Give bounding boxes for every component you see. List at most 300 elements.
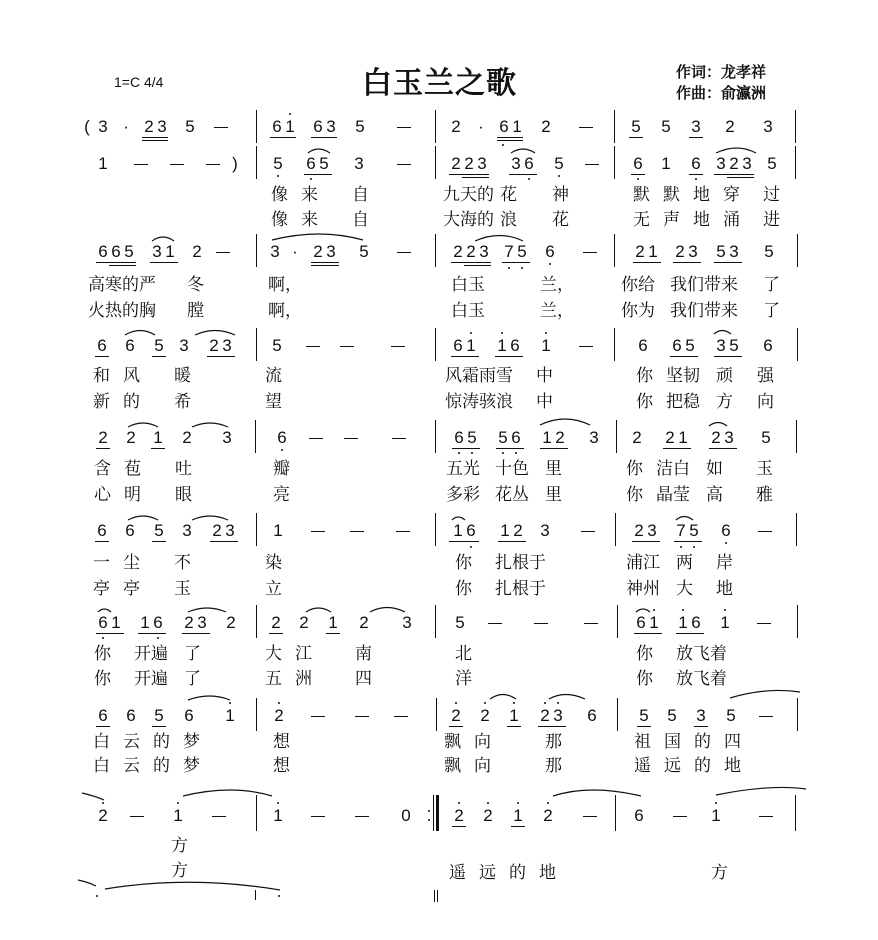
note: 1 xyxy=(720,613,730,632)
note: 1 xyxy=(509,706,519,725)
lyric: 像 xyxy=(271,210,288,230)
lyric: 强 xyxy=(757,366,774,386)
note: 3 xyxy=(647,521,657,540)
lyric: 尘 xyxy=(123,553,140,573)
note: 1 xyxy=(711,806,721,825)
note: 2 xyxy=(359,613,369,632)
note: 0 xyxy=(401,806,411,825)
note: 5 xyxy=(154,706,164,725)
augmentation-dot: · xyxy=(478,117,484,136)
note: 3 xyxy=(691,117,701,136)
note: 2 xyxy=(635,242,645,261)
lyric: 扎根于 xyxy=(495,579,546,599)
lyric: 十色 xyxy=(495,459,529,479)
lyricist-credit: 作词：龙孝祥 xyxy=(676,63,767,81)
lyric: 里 xyxy=(545,459,562,479)
note: 5 xyxy=(667,706,677,725)
lyric: 国 xyxy=(664,732,681,752)
lyric: 穿 xyxy=(723,185,740,205)
note: 6 xyxy=(313,117,323,136)
note: 2 xyxy=(725,117,735,136)
note: 3 xyxy=(179,336,189,355)
lyric: 神 xyxy=(552,185,569,205)
note: 5 xyxy=(685,336,695,355)
lyric: 把稳 xyxy=(666,392,700,412)
lyric: 地 xyxy=(724,756,741,776)
note: 1 xyxy=(285,117,295,136)
note: 2 xyxy=(665,428,675,447)
note: 5 xyxy=(359,242,369,261)
lyric: 白 xyxy=(93,756,110,776)
lyric: 你 xyxy=(455,579,472,599)
note: 5 xyxy=(185,117,195,136)
note: 2 xyxy=(98,428,108,447)
slur xyxy=(98,609,111,612)
lyric: 眼 xyxy=(175,485,192,505)
note: 6 xyxy=(545,242,555,261)
note: 2 xyxy=(451,706,461,725)
note: 2 xyxy=(464,154,474,173)
lyric: 兰， xyxy=(540,275,574,295)
lyric: 和 xyxy=(93,366,110,386)
slur xyxy=(511,149,535,153)
lyric: 梦 xyxy=(183,756,200,776)
note: 1 xyxy=(661,154,671,173)
note: 5 xyxy=(729,336,739,355)
note: 6 xyxy=(184,706,194,725)
note: 1 xyxy=(453,521,463,540)
note: 3 xyxy=(222,336,232,355)
note: 2 xyxy=(209,336,219,355)
note: 1 xyxy=(111,613,121,632)
lyric: 你为 xyxy=(621,301,655,321)
lyric: 云 xyxy=(123,756,140,776)
lyric: 声 xyxy=(663,210,680,230)
lyric: 立 xyxy=(265,579,282,599)
note: 1 xyxy=(153,428,163,447)
note: 1 xyxy=(497,336,507,355)
note: 2 xyxy=(192,242,202,261)
lyric: 不 xyxy=(174,553,191,573)
lyric: 开遍 xyxy=(134,669,168,689)
slur xyxy=(82,793,104,800)
slur xyxy=(540,419,590,425)
note: 6 xyxy=(98,706,108,725)
lyric: 的 xyxy=(153,732,170,752)
lyric: 地 xyxy=(539,863,556,883)
lyric: 我们带来 xyxy=(670,301,738,321)
lyric: 那 xyxy=(545,756,562,776)
note: 3 xyxy=(724,428,734,447)
lyric: 白玉 xyxy=(451,301,485,321)
note: 3 xyxy=(402,613,412,632)
lyric: 浦江 xyxy=(626,553,660,573)
note: 3 xyxy=(270,242,280,261)
slur xyxy=(105,882,280,890)
note: 5 xyxy=(689,521,699,540)
lyric: 岸 xyxy=(716,553,733,573)
slur xyxy=(78,880,96,886)
note: ) xyxy=(232,154,238,173)
lyric: 新 xyxy=(93,392,110,412)
lyric: 你 xyxy=(636,644,653,664)
note: 5 xyxy=(498,428,508,447)
lyric: 花 xyxy=(500,185,517,205)
lyric: 冬 xyxy=(187,275,204,295)
slur xyxy=(636,609,650,612)
note: 6 xyxy=(98,242,108,261)
slur xyxy=(549,695,585,700)
note: 5 xyxy=(517,242,527,261)
key-signature: 1=C 4/4 xyxy=(114,74,164,90)
lyric: 明 xyxy=(124,485,141,505)
note: 2 xyxy=(144,117,154,136)
note: 3 xyxy=(716,336,726,355)
note: 1 xyxy=(225,706,235,725)
note: 3 xyxy=(589,428,599,447)
lyric: 向 xyxy=(757,392,774,412)
note: 5 xyxy=(764,242,774,261)
lyric: 苞 xyxy=(124,459,141,479)
slur xyxy=(152,237,174,241)
note: 6 xyxy=(638,336,648,355)
lyric: 你 xyxy=(636,669,653,689)
note: 2 xyxy=(313,242,323,261)
note: 3 xyxy=(477,154,487,173)
note: 6 xyxy=(97,521,107,540)
lyric: 风 xyxy=(123,366,140,386)
note: 3 xyxy=(197,613,207,632)
note: 6 xyxy=(636,613,646,632)
note: 5 xyxy=(761,428,771,447)
note: 2 xyxy=(184,613,194,632)
note: 2 xyxy=(182,428,192,447)
slur xyxy=(192,516,228,520)
lyric: 远 xyxy=(479,863,496,883)
note: 2 xyxy=(540,706,550,725)
note: 1 xyxy=(466,336,476,355)
lyric: 放飞着 xyxy=(676,669,727,689)
note: 3 xyxy=(696,706,706,725)
lyric: 像 xyxy=(271,185,288,205)
note: 3 xyxy=(326,242,336,261)
lyric: 染 xyxy=(265,553,282,573)
note: 5 xyxy=(767,154,777,173)
note: 1 xyxy=(678,613,688,632)
lyric: 洁白 xyxy=(656,459,690,479)
note: 6 xyxy=(126,706,136,725)
note: 5 xyxy=(319,154,329,173)
lyric: 惊涛骇浪 xyxy=(445,392,513,412)
lyric: 你 xyxy=(94,644,111,664)
lyric: 开遍 xyxy=(134,644,168,664)
note: 5 xyxy=(273,154,283,173)
note: 6 xyxy=(587,706,597,725)
note: 6 xyxy=(691,613,701,632)
slur xyxy=(306,608,331,612)
lyric: 神州 xyxy=(626,579,660,599)
lyric: 了 xyxy=(184,669,201,689)
note: 6 xyxy=(721,521,731,540)
lyric: 向 xyxy=(474,732,491,752)
note: 2 xyxy=(299,613,309,632)
lyric: 地 xyxy=(716,579,733,599)
lyric: 洲 xyxy=(295,669,312,689)
lyric: 扎根于 xyxy=(495,553,546,573)
slur xyxy=(553,790,641,796)
lyric: 膛 xyxy=(187,301,204,321)
note: 3 xyxy=(225,521,235,540)
lyric: 遥 xyxy=(634,756,651,776)
note: 3 xyxy=(763,117,773,136)
note: 6 xyxy=(466,521,476,540)
lyric: 了 xyxy=(763,275,780,295)
lyric: 顽 xyxy=(716,366,733,386)
lyric: 玉 xyxy=(756,459,773,479)
lyric: 四 xyxy=(355,669,372,689)
slur xyxy=(475,236,523,242)
lyric: 四 xyxy=(724,732,741,752)
lyric: 江 xyxy=(295,644,312,664)
note: 6 xyxy=(272,117,282,136)
note: 1 xyxy=(678,428,688,447)
note: 2 xyxy=(212,521,222,540)
slur xyxy=(128,516,158,520)
note: 6 xyxy=(97,336,107,355)
lyric: 白 xyxy=(93,732,110,752)
note: 6 xyxy=(98,613,108,632)
note: 3 xyxy=(479,242,489,261)
note: 3 xyxy=(540,521,550,540)
note: 5 xyxy=(661,117,671,136)
lyric: 方 xyxy=(716,392,733,412)
note: 3 xyxy=(182,521,192,540)
lyric: 自 xyxy=(352,185,369,205)
slur xyxy=(716,148,756,153)
note: 2 xyxy=(480,706,490,725)
note: 2 xyxy=(271,613,281,632)
note: 2 xyxy=(126,428,136,447)
note: 1 xyxy=(648,242,658,261)
note: 1 xyxy=(500,521,510,540)
slur xyxy=(195,331,235,336)
note: 2 xyxy=(634,521,644,540)
note: 2 xyxy=(451,154,461,173)
note: 6 xyxy=(125,336,135,355)
note: 5 xyxy=(631,117,641,136)
lyric: 北 xyxy=(455,644,472,664)
lyric: 的 xyxy=(694,756,711,776)
note: 6 xyxy=(511,428,521,447)
lyric: 两 xyxy=(676,553,693,573)
slur xyxy=(188,608,226,612)
lyric: 南 xyxy=(355,644,372,664)
note: 5 xyxy=(154,521,164,540)
lyric: 心 xyxy=(94,485,111,505)
lyric: 来 xyxy=(301,185,318,205)
slur xyxy=(714,331,731,335)
note: 6 xyxy=(153,613,163,632)
lyric: 多彩 xyxy=(446,485,480,505)
lyric: 大 xyxy=(676,579,693,599)
lyric: 梦 xyxy=(183,732,200,752)
lyric: 高寒的严 xyxy=(88,275,156,295)
lyric: 方 xyxy=(711,863,728,883)
slur xyxy=(308,149,330,153)
slur xyxy=(452,517,465,520)
note: 2 xyxy=(274,706,284,725)
slur xyxy=(716,787,806,795)
lyric: 自 xyxy=(352,210,369,230)
note: 2 xyxy=(226,613,236,632)
lyric: 的 xyxy=(123,392,140,412)
lyric: 瓣 xyxy=(273,459,290,479)
lyric: 亭 xyxy=(93,579,110,599)
lyric: 想 xyxy=(273,756,290,776)
note: 5 xyxy=(455,613,465,632)
lyric: 祖 xyxy=(634,732,651,752)
lyric: 白玉 xyxy=(451,275,485,295)
note: 6 xyxy=(454,428,464,447)
lyric: 玉 xyxy=(174,579,191,599)
lyric: 想 xyxy=(273,732,290,752)
lyric: 飘 xyxy=(444,732,461,752)
lyric: 如 xyxy=(706,459,723,479)
slur xyxy=(370,608,405,613)
lyric: 地 xyxy=(693,185,710,205)
note: 5 xyxy=(467,428,477,447)
lyric: 那 xyxy=(545,732,562,752)
lyric: 的 xyxy=(153,756,170,776)
lyric: 五光 xyxy=(446,459,480,479)
lyric: 大海的 xyxy=(443,210,494,230)
note: 3 xyxy=(688,242,698,261)
lyric: 你 xyxy=(626,459,643,479)
lyric: 了 xyxy=(184,644,201,664)
slur xyxy=(730,690,800,698)
lyric: 流 xyxy=(265,366,282,386)
note: 5 xyxy=(716,242,726,261)
lyric: 坚韧 xyxy=(666,366,700,386)
lyric: 遥 xyxy=(449,863,466,883)
note: 6 xyxy=(763,336,773,355)
note: 2 xyxy=(466,242,476,261)
note: 1 xyxy=(649,613,659,632)
lyric: 高 xyxy=(706,485,723,505)
note: 1 xyxy=(165,242,175,261)
note: 7 xyxy=(504,242,514,261)
note: 1 xyxy=(328,613,338,632)
lyric: 过 xyxy=(763,185,780,205)
lyric: 晶莹 xyxy=(656,485,690,505)
note: 5 xyxy=(726,706,736,725)
lyric: 你 xyxy=(636,366,653,386)
note: 2 xyxy=(451,117,461,136)
lyric: 方 xyxy=(171,836,188,856)
slur xyxy=(676,517,693,521)
lyric: 大 xyxy=(265,644,282,664)
note: 5 xyxy=(554,154,564,173)
note: 3 xyxy=(553,706,563,725)
note: 5 xyxy=(154,336,164,355)
lyric: 花丛 xyxy=(495,485,529,505)
lyric: 吐 xyxy=(175,459,192,479)
song-title: 白玉兰之歌 xyxy=(362,66,517,101)
note: 2 xyxy=(543,806,553,825)
note: 2 xyxy=(555,428,565,447)
lyric: 默 xyxy=(663,185,680,205)
lyric: 方 xyxy=(171,861,188,881)
note: 6 xyxy=(499,117,509,136)
note: 1 xyxy=(513,806,523,825)
lyric: 浪 xyxy=(500,210,517,230)
lyric: 暖 xyxy=(174,366,191,386)
lyric: 的 xyxy=(694,732,711,752)
note: 6 xyxy=(111,242,121,261)
lyric: 含 xyxy=(94,459,111,479)
lyric: 亮 xyxy=(273,485,290,505)
note: 2 xyxy=(453,242,463,261)
note: 3 xyxy=(354,154,364,173)
lyric: 放飞着 xyxy=(676,644,727,664)
augmentation-dot: · xyxy=(123,117,129,136)
note: 3 xyxy=(716,154,726,173)
lyric: 火热的胸 xyxy=(88,301,156,321)
note: 6 xyxy=(672,336,682,355)
note: 1 xyxy=(542,428,552,447)
lyric: 洋 xyxy=(455,669,472,689)
lyric: 你给 xyxy=(621,275,655,295)
lyric: 兰， xyxy=(540,301,574,321)
note: 2 xyxy=(483,806,493,825)
note: 2 xyxy=(513,521,523,540)
note: 3 xyxy=(326,117,336,136)
slur xyxy=(272,234,363,240)
slur xyxy=(183,790,272,796)
lyric: 五 xyxy=(265,669,282,689)
note: 5 xyxy=(272,336,282,355)
note: 1 xyxy=(273,806,283,825)
lyric: 了 xyxy=(763,301,780,321)
lyric: 中 xyxy=(536,392,553,412)
note: 2 xyxy=(632,428,642,447)
lyric: 望 xyxy=(265,392,282,412)
slur xyxy=(125,331,155,336)
lyric: 无 xyxy=(633,210,650,230)
slur xyxy=(709,423,727,427)
note: 2 xyxy=(675,242,685,261)
note: 6 xyxy=(633,154,643,173)
note: 3 xyxy=(222,428,232,447)
note: 3 xyxy=(729,242,739,261)
note: 5 xyxy=(355,117,365,136)
lyric: 一 xyxy=(93,553,110,573)
note: 3 xyxy=(742,154,752,173)
note: 2 xyxy=(98,806,108,825)
note: 7 xyxy=(676,521,686,540)
composer-credit: 作曲：俞瀛洲 xyxy=(676,84,767,102)
slur xyxy=(490,695,516,700)
lyric: 风霜雨雪 xyxy=(445,366,513,386)
lyric: 九天的 xyxy=(443,185,494,205)
note: 1 xyxy=(512,117,522,136)
lyric: 里 xyxy=(545,485,562,505)
lyric: 飘 xyxy=(444,756,461,776)
lyric: 中 xyxy=(536,366,553,386)
note: ( xyxy=(84,117,90,136)
note: 3 xyxy=(511,154,521,173)
note: 5 xyxy=(124,242,134,261)
